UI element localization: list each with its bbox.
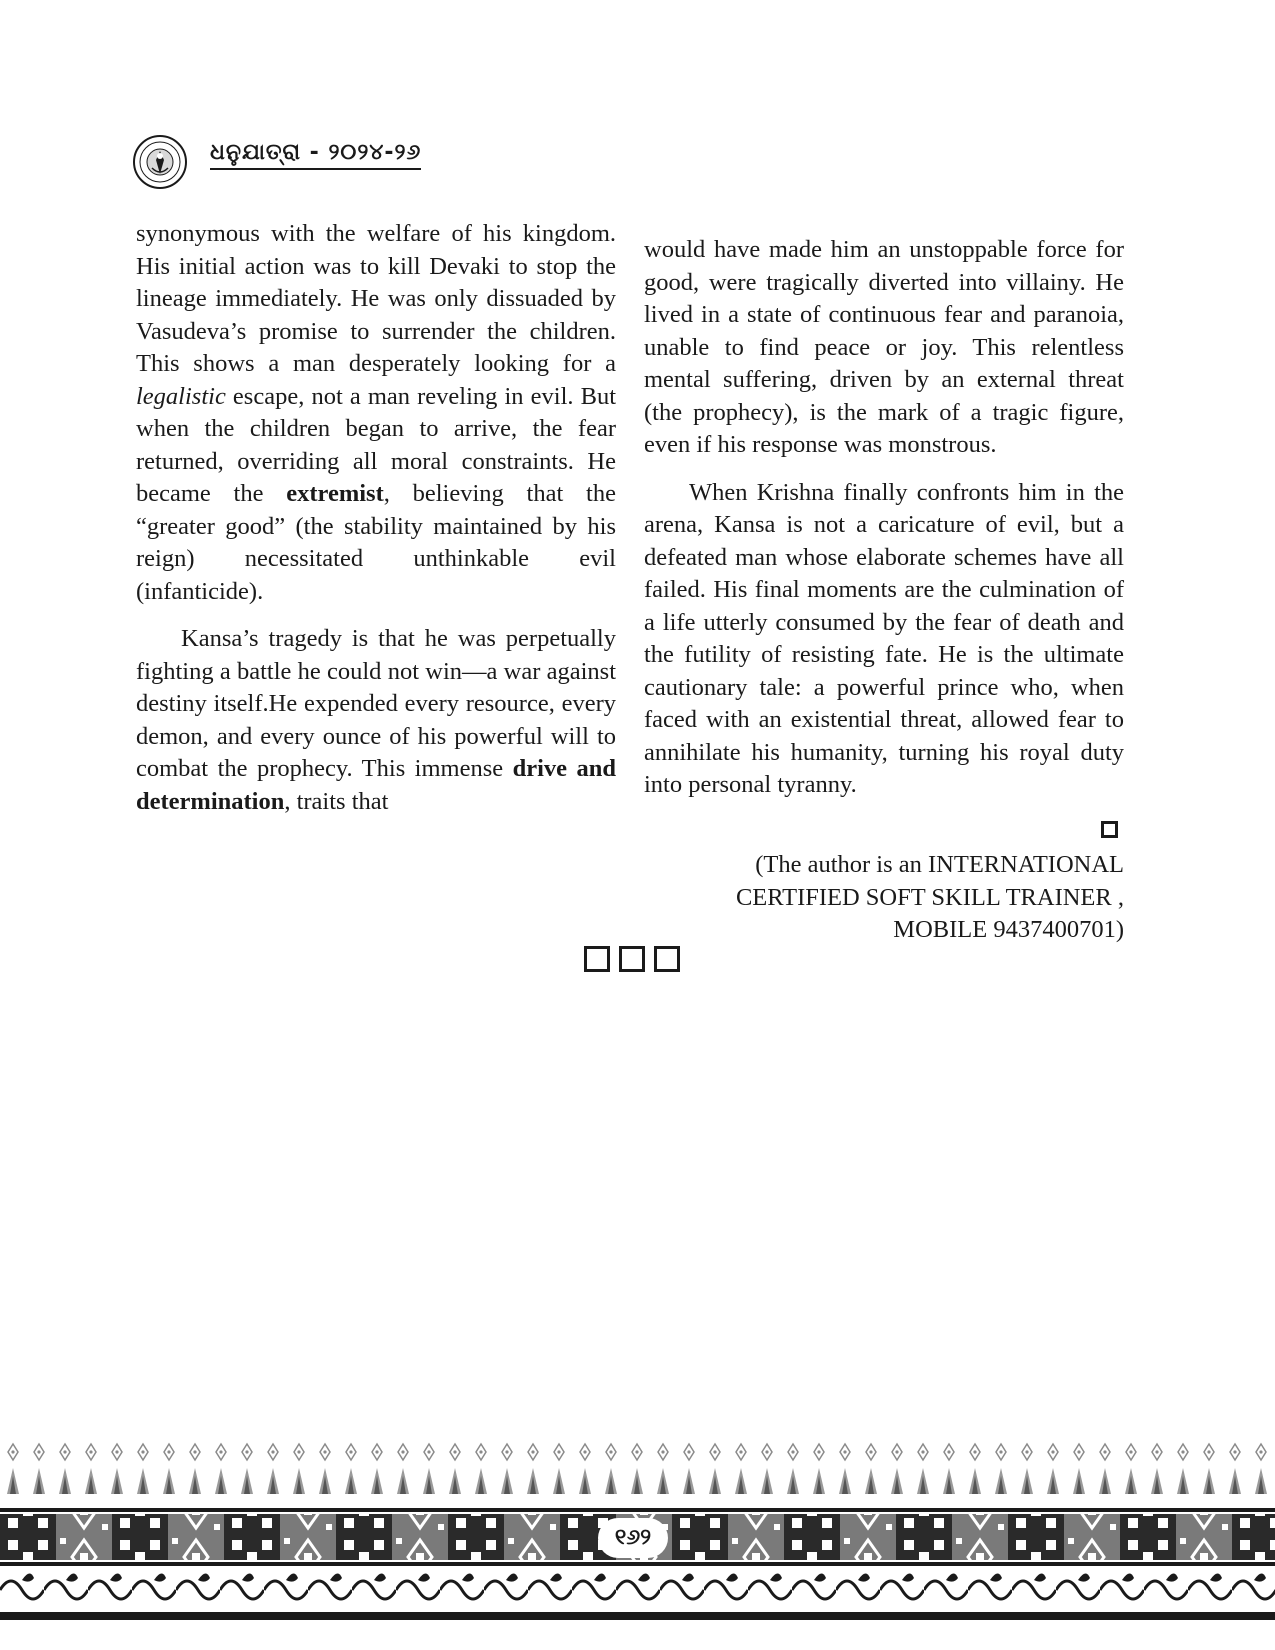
text-run: Kansa’s tragedy is that he was perpetually fighting a battle he could not win—a war against destiny itself.He expended every resource, every demon, and every ounce of his powerful will to combat the prophecy. This immense [136, 625, 616, 782]
text-run: , believing that the “greater good” (the stability maintained by his reign) necessitated unthinkable evil (infanticide). [136, 480, 616, 605]
article-column-left [136, 218, 616, 833]
text-run: escape, not a man reveling in evil. But when the children began to arrive, the fear returned, overriding all moral constraints. He became the [136, 382, 616, 507]
article-column-right [644, 234, 1124, 947]
square-mark-icon [584, 946, 610, 972]
author-note-line: (The author is an INTERNATIONAL [644, 817, 1124, 882]
page-number: ୧୬୨ [598, 1518, 668, 1558]
end-of-article-marks [584, 946, 680, 972]
text-run: , traits that [284, 787, 389, 815]
paragraph [136, 218, 616, 608]
page-header [132, 132, 432, 192]
seal-emblem-icon [132, 134, 188, 190]
square-bullet-icon [1101, 821, 1118, 838]
bold-term: extremist [286, 480, 384, 507]
author-note [644, 817, 1124, 947]
author-note-line: MOBILE 9437400701) [893, 916, 1124, 943]
italic-term: legalistic [136, 382, 226, 410]
paragraph: When Krishna finally confronts him in the arena, Kansa is not a caricature of evil, but a defeated man whose elaborate schemes have all failed. His final moments are the culmination of a life utterly consumed by the fear of death and the futility of resisting fate. He is the ultimate cautionary tale: a powerful prince who, when faced with an existential threat, allowed fear to annihilate his humanity, turning his royal duty into personal tyranny. [644, 478, 1124, 798]
paragraph: would have made him an unstoppable force for good, were tragically diverted into villainy. He lived in a state of continuous fear and paranoia, unable to find peace or joy. This relentless mental suffering, driven by an external threat (the prophecy), is the mark of a tragic figure, even if his response was monstrous. [644, 236, 1124, 458]
author-note-line: CERTIFIED SOFT SKILL TRAINER , [735, 883, 1124, 911]
square-mark-icon [619, 946, 645, 972]
bold-term: drive and determination [136, 755, 617, 815]
publication-title: ଧନୁଯାତ୍ରା - ୨୦୨୪-୨୬ [210, 140, 421, 170]
paragraph [136, 623, 616, 818]
text-run: synonymous with the welfare of his kingdom. His initial action was to kill Devaki to stop the lineage immediately. He was only dissuaded by Vasudeva’s promise to surrender the children. This shows a man desperately looking for a [136, 220, 616, 377]
square-mark-icon [654, 946, 680, 972]
